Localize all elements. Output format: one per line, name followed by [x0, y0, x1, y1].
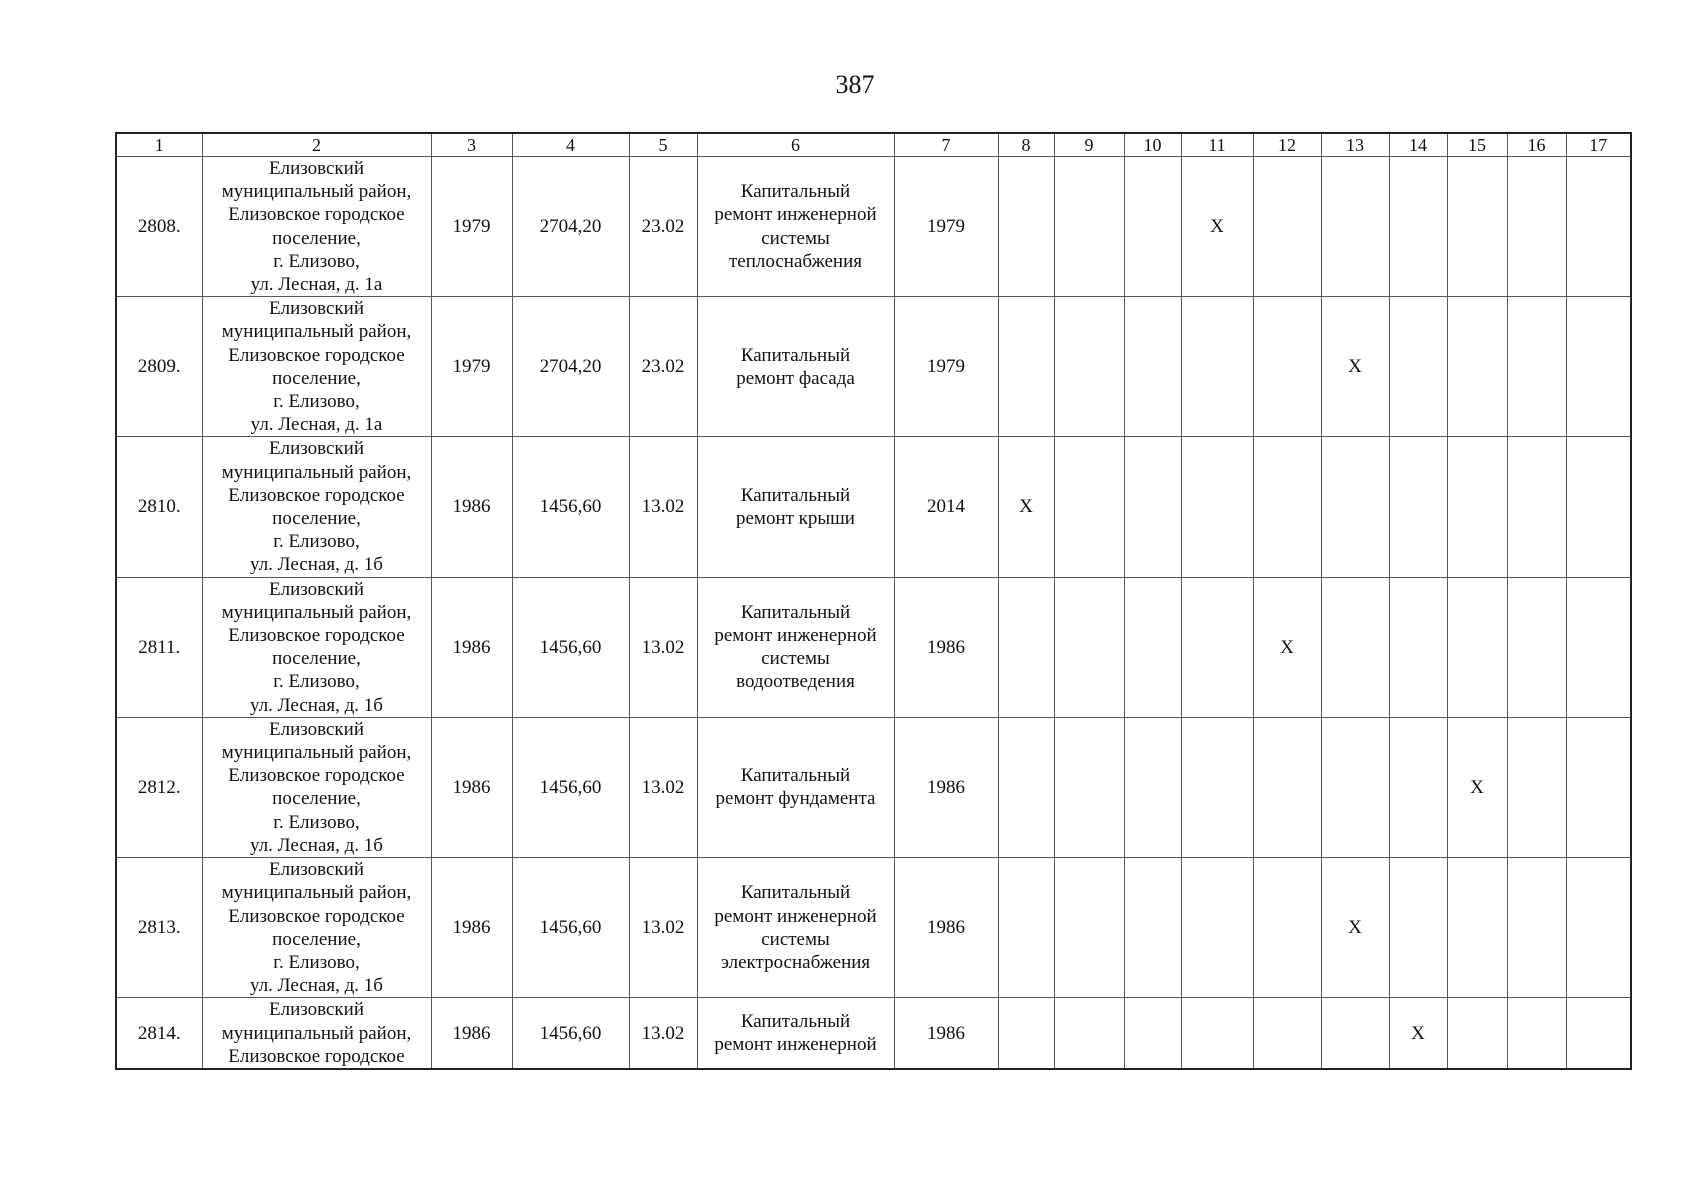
work-year-cell: 1979 — [894, 157, 998, 297]
work-year-cell: 2014 — [894, 437, 998, 577]
mark-cell — [1507, 437, 1566, 577]
mark-cell — [1447, 577, 1507, 717]
column-header: 2 — [202, 133, 431, 157]
mark-cell — [1054, 577, 1124, 717]
row-number-cell: 2810. — [116, 437, 202, 577]
mark-cell — [1124, 297, 1181, 437]
table-row — [116, 157, 1631, 297]
table-row — [116, 717, 1631, 857]
mark-cell: X — [998, 437, 1054, 577]
mark-cell — [1321, 717, 1389, 857]
mark-cell — [1389, 437, 1447, 577]
mark-cell — [1507, 998, 1566, 1069]
address-cell: Елизовский муниципальный район, Елизовское городское поселение, г. Елизово, ул. Лесная, д. 1а — [202, 297, 431, 437]
code-cell: 13.02 — [629, 998, 697, 1069]
mark-cell — [1181, 297, 1253, 437]
row-number-cell: 2813. — [116, 858, 202, 998]
mark-cell — [998, 577, 1054, 717]
mark-cell: X — [1389, 998, 1447, 1069]
table-row — [116, 437, 1631, 577]
column-header: 7 — [894, 133, 998, 157]
mark-cell — [1389, 717, 1447, 857]
area-cell: 1456,60 — [512, 998, 629, 1069]
build-year-cell: 1986 — [431, 437, 512, 577]
mark-cell — [998, 717, 1054, 857]
work-type-cell: Капитальный ремонт инженерной системы теплоснабжения — [697, 157, 894, 297]
mark-cell — [1389, 858, 1447, 998]
area-cell: 1456,60 — [512, 437, 629, 577]
column-header: 1 — [116, 133, 202, 157]
work-type-cell: Капитальный ремонт фасада — [697, 297, 894, 437]
address-cell: Елизовский муниципальный район, Елизовское городское поселение, г. Елизово, ул. Лесная, д. 1а — [202, 157, 431, 297]
column-header: 11 — [1181, 133, 1253, 157]
build-year-cell: 1986 — [431, 577, 512, 717]
row-number-cell: 2811. — [116, 577, 202, 717]
repair-register-table — [115, 132, 1632, 1070]
mark-cell — [1447, 437, 1507, 577]
work-year-cell: 1979 — [894, 297, 998, 437]
mark-cell — [1181, 858, 1253, 998]
column-header: 9 — [1054, 133, 1124, 157]
column-header: 3 — [431, 133, 512, 157]
mark-cell — [1447, 297, 1507, 437]
table-row — [116, 858, 1631, 998]
work-year-cell: 1986 — [894, 858, 998, 998]
mark-cell — [1124, 577, 1181, 717]
mark-cell — [998, 157, 1054, 297]
address-cell: Елизовский муниципальный район, Елизовское городское поселение, г. Елизово, ул. Лесная, д. 1б — [202, 717, 431, 857]
mark-cell — [1054, 998, 1124, 1069]
mark-cell — [1124, 157, 1181, 297]
column-header: 16 — [1507, 133, 1566, 157]
work-type-cell: Капитальный ремонт крыши — [697, 437, 894, 577]
column-header: 4 — [512, 133, 629, 157]
mark-cell — [1566, 297, 1631, 437]
work-year-cell: 1986 — [894, 998, 998, 1069]
mark-cell — [1566, 577, 1631, 717]
mark-cell — [1566, 858, 1631, 998]
code-cell: 23.02 — [629, 297, 697, 437]
row-number-cell: 2812. — [116, 717, 202, 857]
column-header: 10 — [1124, 133, 1181, 157]
build-year-cell: 1979 — [431, 157, 512, 297]
mark-cell — [1566, 717, 1631, 857]
mark-cell — [1507, 577, 1566, 717]
work-year-cell: 1986 — [894, 577, 998, 717]
mark-cell: X — [1321, 858, 1389, 998]
mark-cell — [1181, 437, 1253, 577]
mark-cell — [998, 858, 1054, 998]
build-year-cell: 1979 — [431, 297, 512, 437]
mark-cell: X — [1253, 577, 1321, 717]
mark-cell — [1566, 157, 1631, 297]
address-cell: Елизовский муниципальный район, Елизовское городское поселение, г. Елизово, ул. Лесная, д. 1б — [202, 858, 431, 998]
mark-cell — [1389, 577, 1447, 717]
row-number-cell: 2809. — [116, 297, 202, 437]
mark-cell — [1507, 858, 1566, 998]
build-year-cell: 1986 — [431, 858, 512, 998]
mark-cell — [998, 998, 1054, 1069]
mark-cell — [1389, 297, 1447, 437]
mark-cell — [1054, 717, 1124, 857]
column-header: 15 — [1447, 133, 1507, 157]
column-header: 12 — [1253, 133, 1321, 157]
row-number-cell: 2814. — [116, 998, 202, 1069]
mark-cell — [1447, 858, 1507, 998]
area-cell: 1456,60 — [512, 858, 629, 998]
mark-cell — [1054, 157, 1124, 297]
work-type-cell: Капитальный ремонт инженерной системы электроснабжения — [697, 858, 894, 998]
mark-cell — [1447, 157, 1507, 297]
mark-cell — [1181, 998, 1253, 1069]
row-number-cell: 2808. — [116, 157, 202, 297]
mark-cell — [1253, 717, 1321, 857]
mark-cell — [1124, 717, 1181, 857]
mark-cell — [1181, 717, 1253, 857]
mark-cell — [1253, 437, 1321, 577]
area-cell: 1456,60 — [512, 717, 629, 857]
mark-cell: X — [1321, 297, 1389, 437]
table-row — [116, 577, 1631, 717]
table-body — [116, 133, 1631, 1069]
mark-cell — [1253, 157, 1321, 297]
mark-cell — [1507, 717, 1566, 857]
mark-cell — [1054, 437, 1124, 577]
build-year-cell: 1986 — [431, 998, 512, 1069]
work-year-cell: 1986 — [894, 717, 998, 857]
mark-cell — [1253, 297, 1321, 437]
mark-cell — [1447, 998, 1507, 1069]
mark-cell — [1321, 157, 1389, 297]
mark-cell — [1321, 437, 1389, 577]
address-cell: Елизовский муниципальный район, Елизовское городское поселение, г. Елизово, ул. Лесная, д. 1б — [202, 577, 431, 717]
code-cell: 13.02 — [629, 858, 697, 998]
mark-cell: X — [1447, 717, 1507, 857]
work-type-cell: Капитальный ремонт инженерной системы водоотведения — [697, 577, 894, 717]
code-cell: 13.02 — [629, 717, 697, 857]
work-type-cell: Капитальный ремонт инженерной — [697, 998, 894, 1069]
column-header: 5 — [629, 133, 697, 157]
area-cell: 1456,60 — [512, 577, 629, 717]
mark-cell — [1181, 577, 1253, 717]
mark-cell — [1054, 858, 1124, 998]
code-cell: 13.02 — [629, 437, 697, 577]
column-header: 14 — [1389, 133, 1447, 157]
mark-cell — [998, 297, 1054, 437]
mark-cell — [1566, 437, 1631, 577]
table-row — [116, 297, 1631, 437]
address-cell: Елизовский муниципальный район, Елизовское городское — [202, 998, 431, 1069]
column-header: 13 — [1321, 133, 1389, 157]
column-number-header-row — [116, 133, 1631, 157]
mark-cell — [1321, 577, 1389, 717]
mark-cell — [1054, 297, 1124, 437]
mark-cell — [1253, 858, 1321, 998]
mark-cell — [1124, 998, 1181, 1069]
column-header: 8 — [998, 133, 1054, 157]
mark-cell — [1389, 157, 1447, 297]
code-cell: 23.02 — [629, 157, 697, 297]
mark-cell — [1124, 858, 1181, 998]
address-cell: Елизовский муниципальный район, Елизовское городское поселение, г. Елизово, ул. Лесная, д. 1б — [202, 437, 431, 577]
area-cell: 2704,20 — [512, 297, 629, 437]
mark-cell — [1321, 998, 1389, 1069]
mark-cell — [1507, 297, 1566, 437]
mark-cell — [1124, 437, 1181, 577]
mark-cell — [1566, 998, 1631, 1069]
build-year-cell: 1986 — [431, 717, 512, 857]
table-row — [116, 998, 1631, 1069]
mark-cell — [1507, 157, 1566, 297]
work-type-cell: Капитальный ремонт фундамента — [697, 717, 894, 857]
column-header: 17 — [1566, 133, 1631, 157]
code-cell: 13.02 — [629, 577, 697, 717]
mark-cell: X — [1181, 157, 1253, 297]
page-number: 387 — [835, 70, 875, 99]
area-cell: 2704,20 — [512, 157, 629, 297]
mark-cell — [1253, 998, 1321, 1069]
column-header: 6 — [697, 133, 894, 157]
